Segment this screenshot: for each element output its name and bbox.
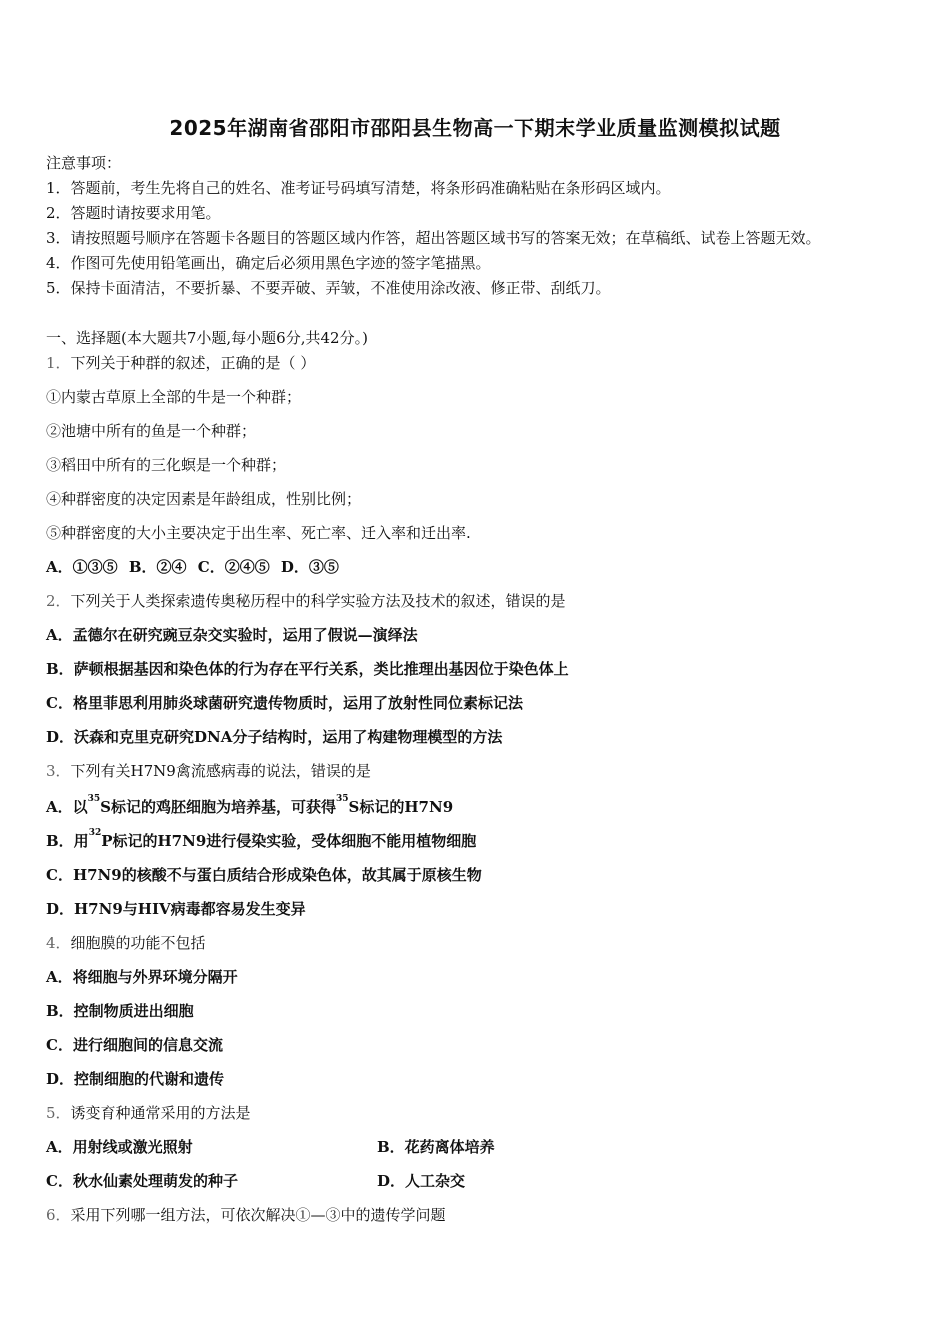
q1-options: A．①③⑤ B．②④ C．②④⑤ D．③⑤ [46,558,339,576]
question-number: 1． [46,354,71,372]
notice-item: 1．答题前，考生先将自己的姓名、准考证号码填写清楚，将条形码准确粘贴在条形码区域内。 [46,179,671,197]
notice-item: 5．保持卡面清洁，不要折暴、不要弄破、弄皱，不准使用涂改液、修正带、刮纸刀。 [46,279,611,297]
question-number: 4． [46,934,71,952]
option-text: A．以 [46,798,88,816]
question-text: 诱变育种通常采用的方法是 [70,1104,251,1122]
question-5-stem [46,1102,251,1123]
notice-item: 3．请按照题号顺序在答题卡各题目的答题区域内作答，超出答题区域书写的答案无效；在草稿纸、试卷上答题无效。 [46,229,821,247]
q2-option-a: A．孟德尔在研究豌豆杂交实验时，运用了假说—演绎法 [46,626,418,644]
option-text: P标记的H7N9进行侵染实验，受体细胞不能用植物细胞 [101,832,477,850]
q5-option-a: A．用射线或激光照射 [46,1138,193,1156]
question-1-stem [46,352,315,373]
q2-option-c: C．格里菲思利用肺炎球菌研究遗传物质时，运用了放射性同位素标记法 [46,694,523,712]
q2-option-b: B．萨顿根据基因和染色体的行为存在平行关系，类比推理出基因位于染色体上 [46,660,569,678]
question-2-stem [46,590,566,611]
q1-statement: ⑤种群密度的大小主要决定于出生率、死亡率、迁入率和迁出率. [46,524,471,542]
q3-option-a [46,796,453,817]
isotope-mass: 35 [87,794,101,804]
question-number: 3． [46,762,71,780]
option-text: B．用 [46,832,89,850]
page-title: 2025年湖南省邵阳市邵阳县生物高一下期末学业质量监测模拟试题 [169,116,781,140]
q1-statement: ②池塘中所有的鱼是一个种群； [46,422,257,440]
notice-item: 4．作图可先使用铅笔画出，确定后必须用黑色字迹的签字笔描黑。 [46,254,491,272]
q5-option-d: D．人工杂交 [377,1172,466,1190]
isotope-mass: 32 [88,828,102,838]
q3-option-c: C．H7N9的核酸不与蛋白质结合形成染色体，故其属于原核生物 [46,866,482,884]
q3-option-b [46,830,476,851]
question-number: 5． [46,1104,71,1122]
q4-option-c: C．进行细胞间的信息交流 [46,1036,223,1054]
question-number: 2． [46,592,71,610]
q2-option-d: D．沃森和克里克研究DNA分子结构时，运用了构建物理模型的方法 [46,728,503,746]
q1-statement: ③稻田中所有的三化螟是一个种群； [46,456,287,474]
isotope-mass: 35 [336,794,349,804]
q5-option-b: B．花药离体培养 [377,1138,495,1156]
question-4-stem [46,932,206,953]
option-text: S标记的H7N9 [348,798,454,816]
q3-option-d: D．H7N9与HIV病毒都容易发生变异 [46,900,306,918]
q4-option-a: A．将细胞与外界环境分隔开 [46,968,238,986]
notice-item: 2．答题时请按要求用笔。 [46,204,221,222]
question-number: 6． [46,1206,71,1224]
q1-statement: ④种群密度的决定因素是年龄组成，性别比例； [46,490,362,508]
question-3-stem [46,760,371,781]
question-text: 下列关于人类探索遗传奥秘历程中的科学实验方法及技术的叙述，错误的是 [70,592,566,610]
q4-option-d: D．控制细胞的代谢和遗传 [46,1070,225,1088]
q4-option-b: B．控制物质进出细胞 [46,1002,194,1020]
question-text: 下列有关H7N9禽流感病毒的说法，错误的是 [70,762,371,780]
option-text: S标记的鸡胚细胞为培养基，可获得 [100,798,337,816]
q1-statement: ①内蒙古草原上全部的牛是一个种群； [46,388,302,406]
question-text: 采用下列哪一组方法，可依次解决①—③中的遗传学问题 [70,1206,446,1224]
q5-option-c: C．秋水仙素处理萌发的种子 [46,1172,238,1190]
question-6-stem [46,1204,446,1225]
notice-heading: 注意事项： [46,154,122,172]
question-text: 细胞膜的功能不包括 [70,934,206,952]
section-heading: 一、选择题(本大题共7小题,每小题6分,共42分。) [46,329,368,347]
question-text: 下列关于种群的叙述，正确的是（ ） [70,354,316,372]
